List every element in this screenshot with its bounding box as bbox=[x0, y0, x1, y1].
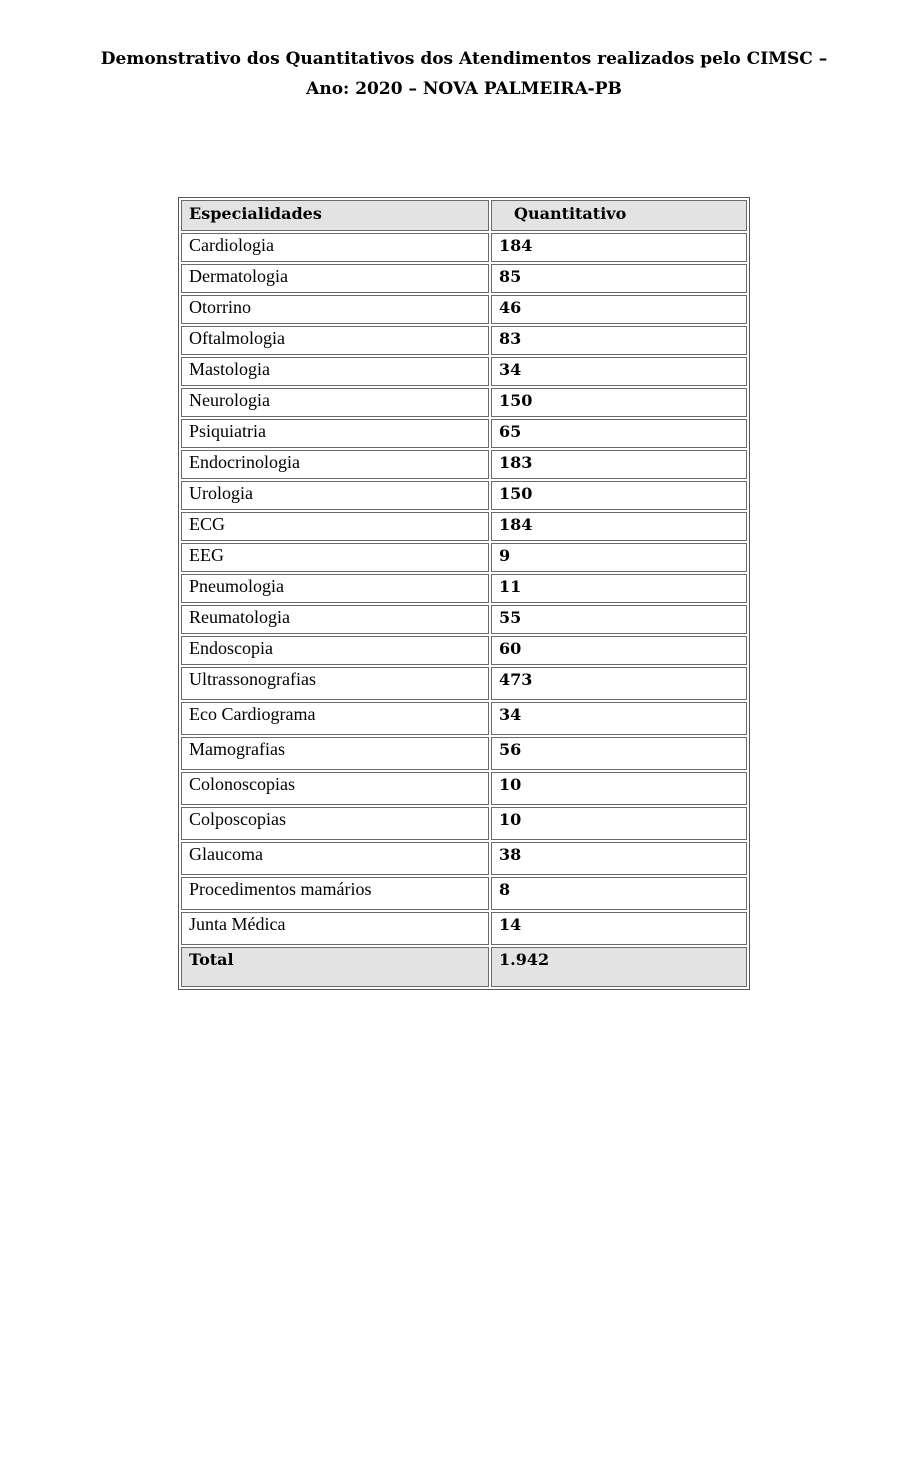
specialty-quantity: 9 bbox=[491, 543, 747, 572]
specialty-quantity: 60 bbox=[491, 636, 747, 665]
specialty-name: Eco Cardiograma bbox=[181, 702, 489, 735]
specialty-name: Psiquiatria bbox=[181, 419, 489, 448]
table-row bbox=[181, 326, 747, 355]
table-row bbox=[181, 842, 747, 875]
specialty-quantity: 183 bbox=[491, 450, 747, 479]
specialty-quantity: 184 bbox=[491, 512, 747, 541]
specialty-name: Reumatologia bbox=[181, 605, 489, 634]
specialty-name: Otorrino bbox=[181, 295, 489, 324]
specialty-name: Glaucoma bbox=[181, 842, 489, 875]
specialty-name: Mastologia bbox=[181, 357, 489, 386]
specialty-name: Oftalmologia bbox=[181, 326, 489, 355]
title-line-2: Ano: 2020 – NOVA PALMEIRA-PB bbox=[306, 79, 622, 99]
table-row bbox=[181, 772, 747, 805]
table-row bbox=[181, 667, 747, 700]
specialty-quantity: 38 bbox=[491, 842, 747, 875]
table-row bbox=[181, 702, 747, 735]
table-row bbox=[181, 264, 747, 293]
specialty-name: EEG bbox=[181, 543, 489, 572]
specialty-quantity: 14 bbox=[491, 912, 747, 945]
specialty-quantity: 150 bbox=[491, 481, 747, 510]
table-row bbox=[181, 605, 747, 634]
specialty-quantity: 46 bbox=[491, 295, 747, 324]
specialty-name: Pneumologia bbox=[181, 574, 489, 603]
specialty-quantity: 55 bbox=[491, 605, 747, 634]
table-row bbox=[181, 388, 747, 417]
specialty-quantity: 65 bbox=[491, 419, 747, 448]
table-row bbox=[181, 636, 747, 665]
table-row bbox=[181, 233, 747, 262]
specialty-name: Urologia bbox=[181, 481, 489, 510]
table-row bbox=[181, 512, 747, 541]
table-row bbox=[181, 357, 747, 386]
specialty-quantity: 34 bbox=[491, 357, 747, 386]
specialty-name: ECG bbox=[181, 512, 489, 541]
table-row bbox=[181, 877, 747, 910]
table-row bbox=[181, 481, 747, 510]
specialties-table bbox=[178, 197, 750, 990]
title-line-1: Demonstrativo dos Quantitativos dos Atendimentos realizados pelo CIMSC – bbox=[100, 49, 828, 69]
specialty-name: Cardiologia bbox=[181, 233, 489, 262]
header-quantitativo: Quantitativo bbox=[491, 200, 747, 231]
specialty-quantity: 184 bbox=[491, 233, 747, 262]
table-row bbox=[181, 543, 747, 572]
specialty-name: Mamografias bbox=[181, 737, 489, 770]
specialty-quantity: 8 bbox=[491, 877, 747, 910]
specialty-name: Endoscopia bbox=[181, 636, 489, 665]
table-row bbox=[181, 295, 747, 324]
table-row bbox=[181, 419, 747, 448]
total-row bbox=[181, 947, 747, 987]
total-label: Total bbox=[181, 947, 489, 987]
table-row bbox=[181, 574, 747, 603]
specialty-quantity: 85 bbox=[491, 264, 747, 293]
specialty-quantity: 56 bbox=[491, 737, 747, 770]
table-row bbox=[181, 737, 747, 770]
header-especialidades: Especialidades bbox=[181, 200, 489, 231]
document-title bbox=[0, 44, 900, 104]
specialty-name: Endocrinologia bbox=[181, 450, 489, 479]
specialty-name: Colposcopias bbox=[181, 807, 489, 840]
table-header-row bbox=[181, 200, 747, 231]
specialty-quantity: 473 bbox=[491, 667, 747, 700]
specialty-name: Procedimentos mamários bbox=[181, 877, 489, 910]
table-row bbox=[181, 450, 747, 479]
specialty-name: Junta Médica bbox=[181, 912, 489, 945]
specialty-quantity: 34 bbox=[491, 702, 747, 735]
total-value: 1.942 bbox=[491, 947, 747, 987]
specialty-quantity: 83 bbox=[491, 326, 747, 355]
table-row bbox=[181, 912, 747, 945]
specialty-quantity: 11 bbox=[491, 574, 747, 603]
specialty-name: Colonoscopias bbox=[181, 772, 489, 805]
specialty-name: Ultrassonografias bbox=[181, 667, 489, 700]
table-row bbox=[181, 807, 747, 840]
specialty-name: Dermatologia bbox=[181, 264, 489, 293]
specialty-name: Neurologia bbox=[181, 388, 489, 417]
specialty-quantity: 10 bbox=[491, 772, 747, 805]
specialty-quantity: 10 bbox=[491, 807, 747, 840]
specialty-quantity: 150 bbox=[491, 388, 747, 417]
